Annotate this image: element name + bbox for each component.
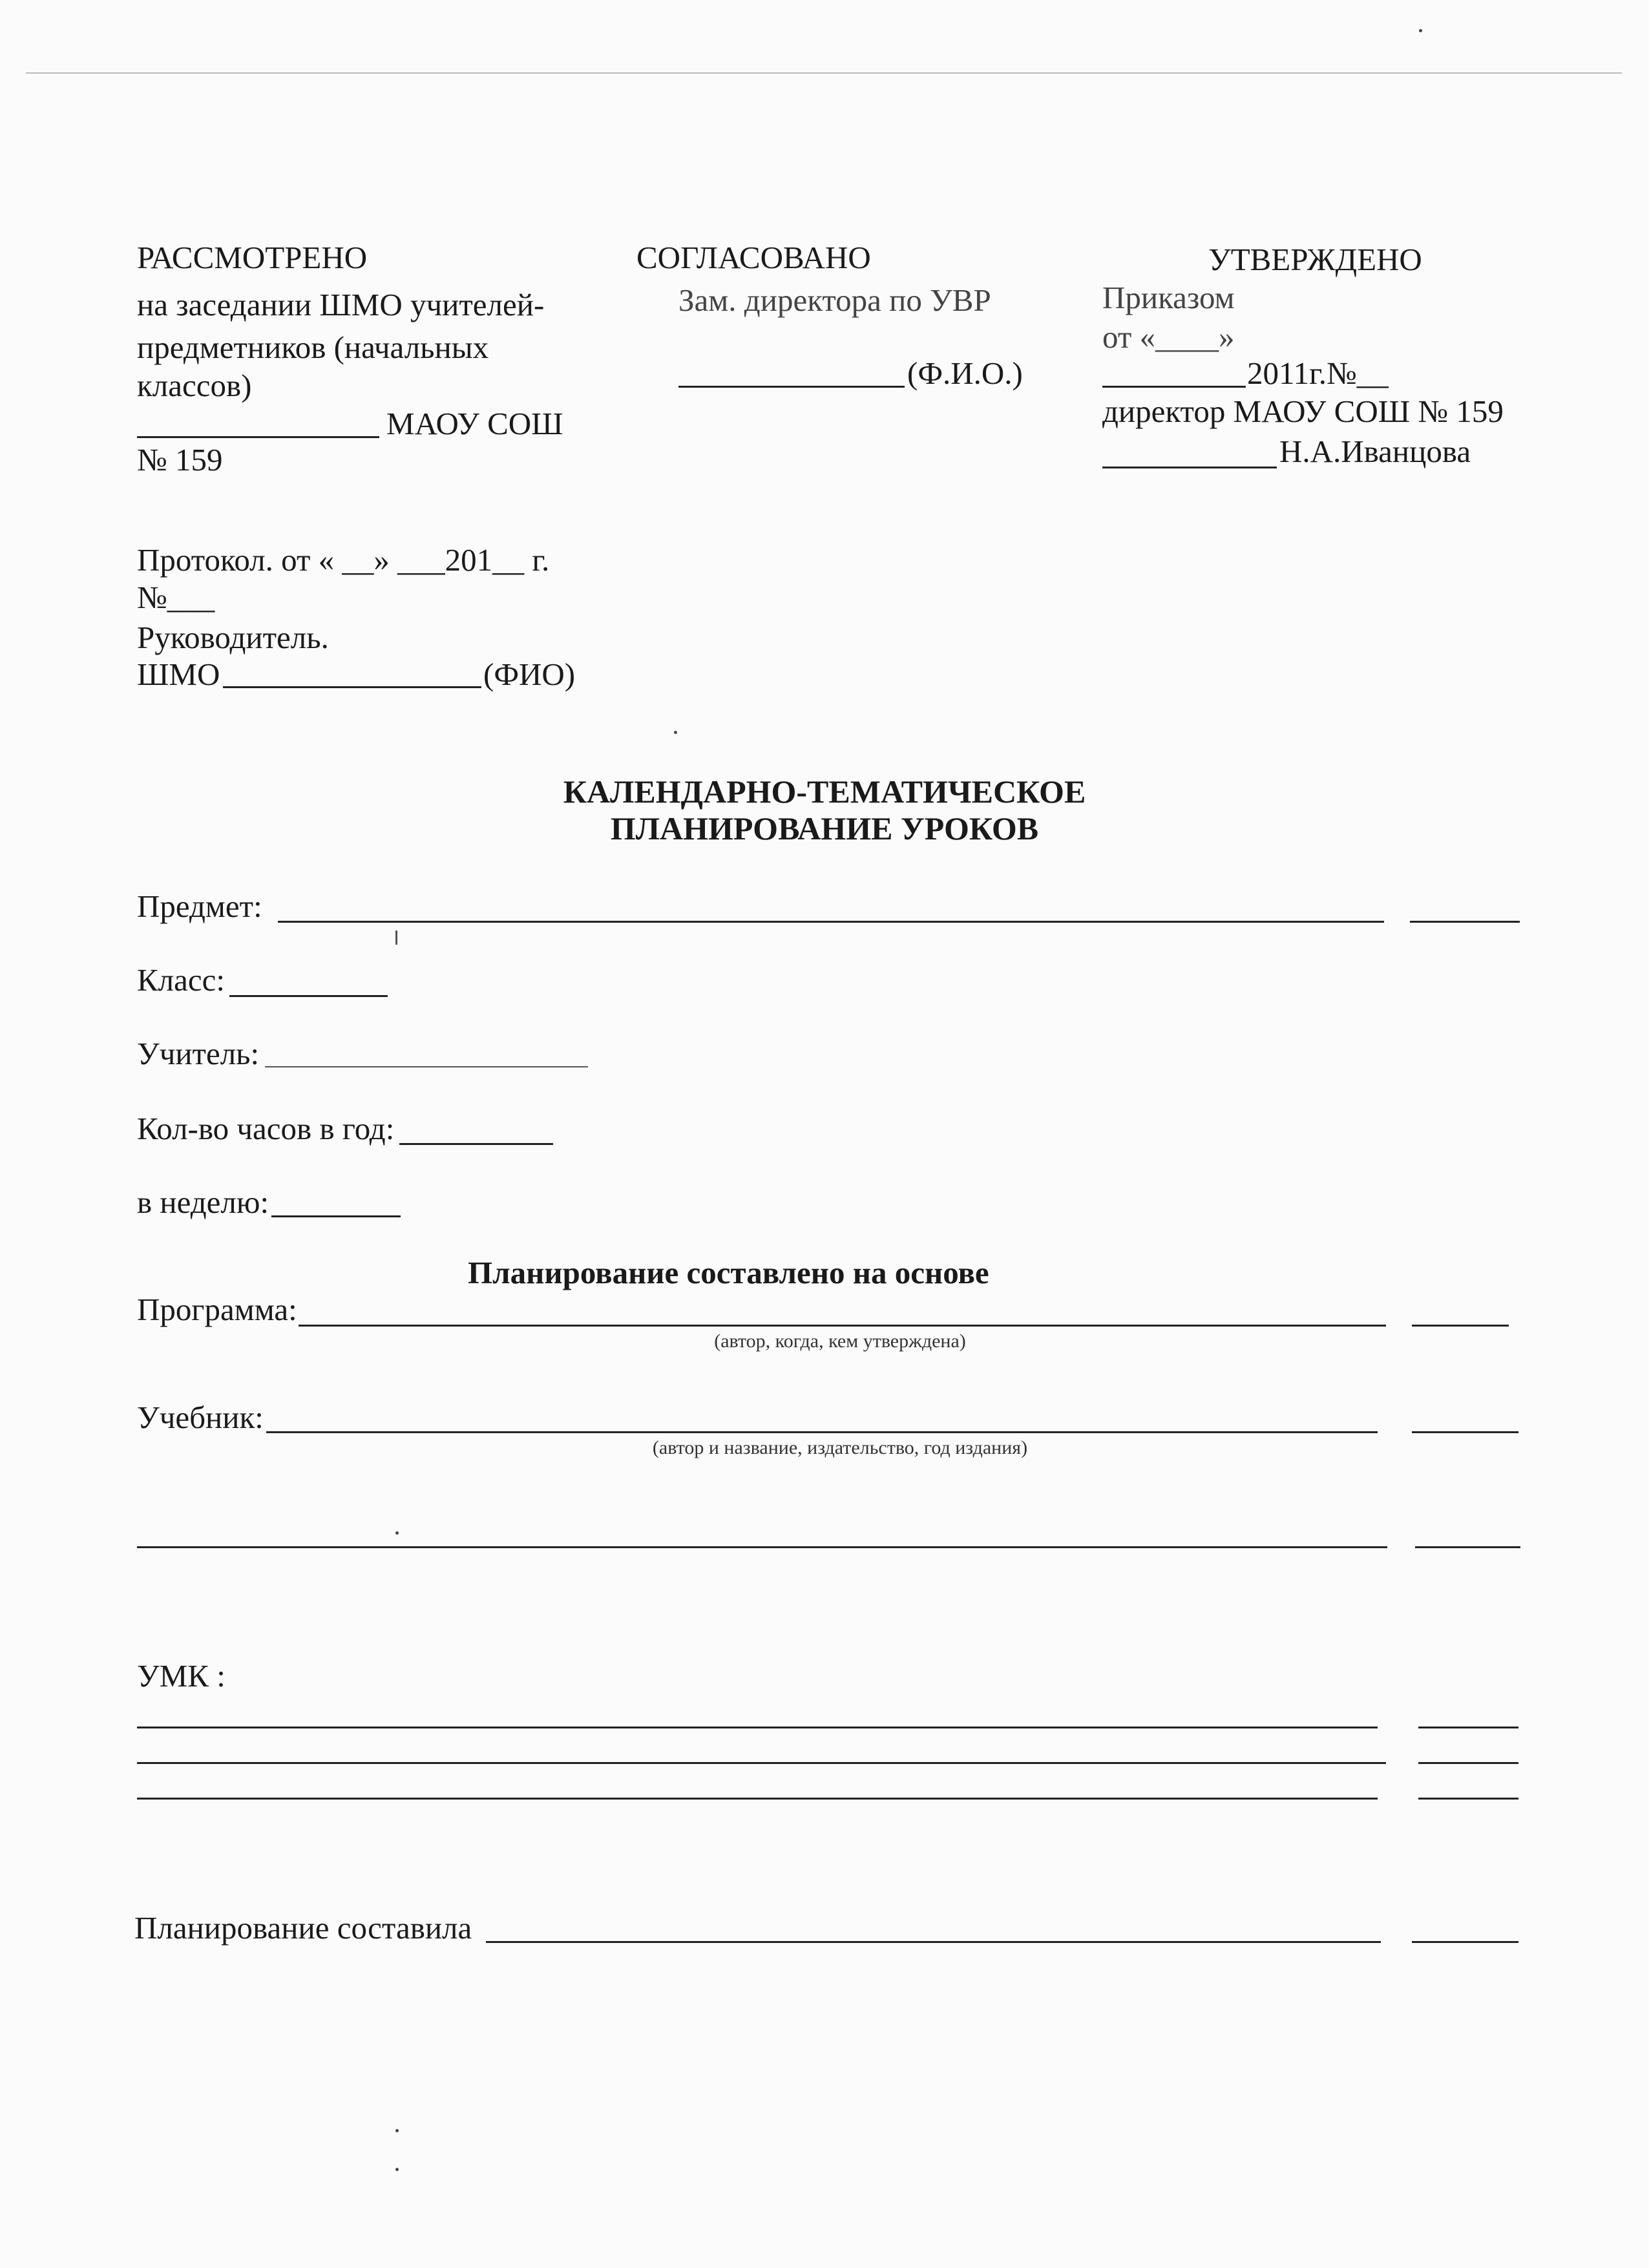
basis-heading: Планирование составлено на основе: [468, 1255, 989, 1290]
shmo-label: ШМО: [137, 656, 220, 692]
subject-label: Предмет:: [137, 888, 262, 924]
agreed-position: Зам. директора по УВР: [678, 282, 991, 318]
reviewed-line1: на заседании ШМО учителей-: [137, 287, 545, 322]
umk-line-1[interactable]: [137, 1727, 1378, 1728]
reviewed-school: МАОУ СОШ: [386, 406, 563, 441]
subject-line[interactable]: [278, 921, 1384, 923]
hours-year-label: Кол-во часов в год:: [137, 1111, 395, 1146]
shmo-signature-line: [223, 686, 481, 688]
head-label: Руководитель.: [137, 620, 329, 655]
textbook-line-short: [1412, 1431, 1518, 1433]
agreed-fio: (Ф.И.О.): [907, 355, 1023, 391]
reviewed-line3: классов): [137, 368, 252, 403]
title-line1: КАЛЕНДАРНО-ТЕМАТИЧЕСКОЕ: [563, 773, 1086, 810]
umk-line-1-short: [1418, 1727, 1518, 1728]
hours-week-label: в неделю:: [137, 1184, 269, 1220]
hours-week-line[interactable]: [271, 1215, 401, 1217]
approved-order: Приказом: [1102, 280, 1235, 315]
shmo-fio: (ФИО): [483, 656, 576, 692]
compiled-label: Планирование составила: [134, 1910, 472, 1946]
umk-line-2-short: [1418, 1762, 1518, 1764]
program-hint: (автор, когда, кем утверждена): [714, 1330, 966, 1352]
approved-name: Н.А.Иванцова: [1279, 434, 1471, 469]
umk-label: УМК :: [137, 1658, 226, 1694]
scan-speck: [395, 1531, 399, 1535]
agreed-heading: СОГЛАСОВАНО: [636, 240, 871, 275]
scan-speck: [395, 2129, 399, 2132]
hours-year-line[interactable]: [399, 1143, 553, 1145]
textbook-line-2[interactable]: [137, 1546, 1387, 1548]
approved-date-line: [1102, 386, 1246, 388]
program-line[interactable]: [299, 1325, 1386, 1327]
scan-speck: [674, 731, 677, 734]
approved-heading: УТВЕРЖДЕНО: [1208, 242, 1422, 277]
title-line2: ПЛАНИРОВАНИЕ УРОКОВ: [610, 810, 1039, 846]
umk-line-3-short: [1418, 1798, 1518, 1800]
approved-date: от «____»: [1102, 319, 1235, 355]
reviewed-signature-line: [137, 436, 379, 438]
subject-line-short: [1410, 921, 1520, 923]
class-label: Класс:: [137, 962, 225, 998]
agreed-signature-line: [678, 386, 905, 388]
protocol-text: Протокол. от « __» ___201__ г.: [137, 542, 550, 578]
umk-line-3[interactable]: [137, 1798, 1378, 1800]
textbook-line-2-short: [1415, 1546, 1520, 1548]
teacher-line[interactable]: [265, 1066, 588, 1067]
program-line-short: [1412, 1325, 1509, 1327]
scan-speck: [395, 2168, 399, 2171]
reviewed-heading: РАССМОТРЕНО: [137, 240, 368, 275]
reviewed-line2: предметников (начальных: [137, 330, 489, 365]
scan-speck: [1419, 29, 1422, 32]
approved-signature-line: [1102, 467, 1277, 468]
textbook-line[interactable]: [266, 1431, 1378, 1433]
reviewed-school-number: № 159: [137, 442, 223, 478]
compiled-line[interactable]: [486, 1941, 1381, 1943]
scan-mark: [395, 930, 397, 945]
umk-line-2[interactable]: [137, 1762, 1386, 1764]
program-label: Программа:: [137, 1292, 297, 1327]
approved-year-number: 2011г.№__: [1247, 355, 1389, 391]
textbook-label: Учебник:: [137, 1400, 264, 1435]
teacher-label: Учитель:: [137, 1036, 260, 1071]
scan-edge-line: [26, 72, 1622, 74]
class-line[interactable]: [229, 995, 388, 997]
textbook-hint: (автор и название, издательство, год издания): [652, 1437, 1028, 1458]
protocol-number: №___: [137, 580, 215, 615]
approved-director: директор МАОУ СОШ № 159: [1102, 394, 1504, 429]
compiled-line-short: [1412, 1941, 1518, 1943]
